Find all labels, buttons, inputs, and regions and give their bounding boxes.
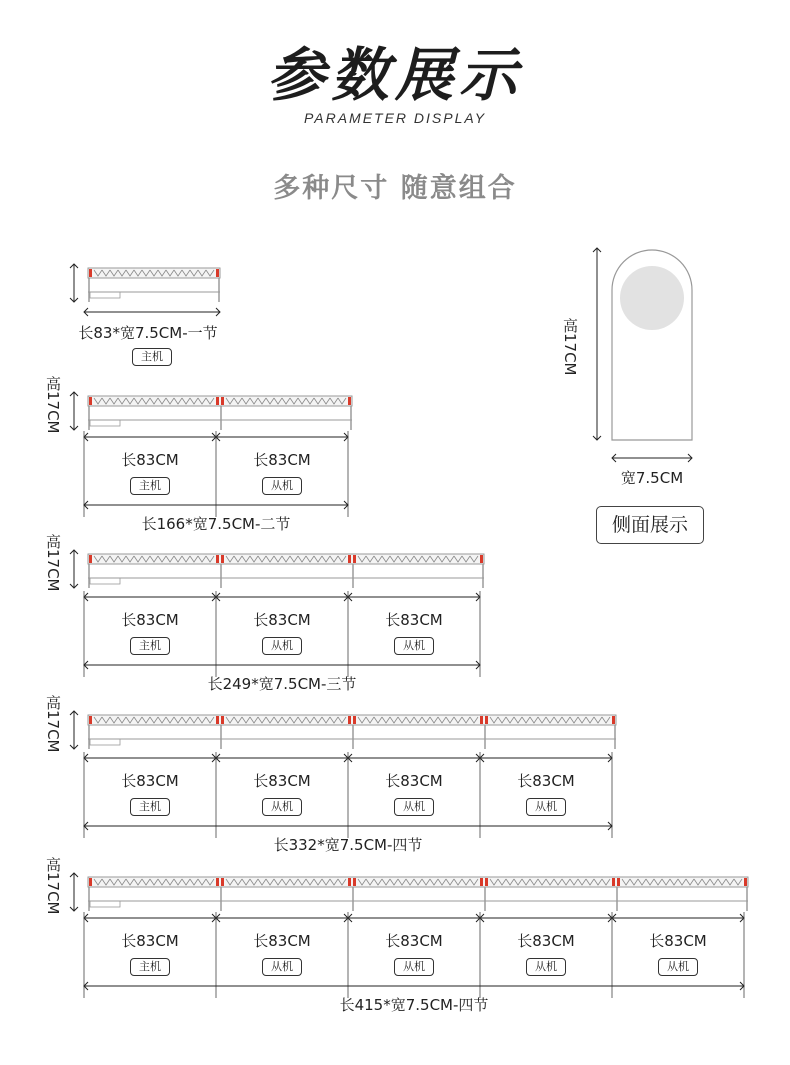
cap-left-3-0 bbox=[89, 716, 92, 724]
cap-right-1-0 bbox=[216, 397, 219, 405]
cap-left-3-3 bbox=[485, 716, 488, 724]
cap-right-0-0 bbox=[216, 269, 219, 277]
segment-label-4-4: 长83CM bbox=[649, 932, 707, 950]
height-label-3: 高17CM bbox=[44, 695, 62, 753]
sub-tag-3-3: 从机 bbox=[526, 798, 566, 816]
cap-right-2-2 bbox=[480, 555, 483, 563]
segment-label-4-1: 长83CM bbox=[253, 932, 311, 950]
cap-right-4-4 bbox=[744, 878, 747, 886]
cap-right-4-3 bbox=[612, 878, 615, 886]
segment-label-3-1: 长83CM bbox=[253, 772, 311, 790]
segment-label-3-0: 长83CM bbox=[121, 772, 179, 790]
cap-left-2-1 bbox=[221, 555, 224, 563]
foot-4 bbox=[90, 901, 120, 907]
segment-label-3-2: 长83CM bbox=[385, 772, 443, 790]
cap-left-1-0 bbox=[89, 397, 92, 405]
foot-1 bbox=[90, 420, 120, 426]
cap-left-4-3 bbox=[485, 878, 488, 886]
cap-right-3-1 bbox=[348, 716, 351, 724]
cap-left-2-0 bbox=[89, 555, 92, 563]
cap-right-2-0 bbox=[216, 555, 219, 563]
sub-tag-2-1: 从机 bbox=[262, 637, 302, 655]
segment-label-2-1: 长83CM bbox=[253, 611, 311, 629]
sub-tag-4-4: 从机 bbox=[658, 958, 698, 976]
cap-left-3-1 bbox=[221, 716, 224, 724]
cap-left-4-1 bbox=[221, 878, 224, 886]
segment-label-2-0: 长83CM bbox=[121, 611, 179, 629]
side-view-button[interactable]: 侧面展示 bbox=[596, 506, 704, 544]
cap-right-3-2 bbox=[480, 716, 483, 724]
side-height-label: 高17CM bbox=[561, 318, 579, 376]
segment-label-4-0: 长83CM bbox=[121, 932, 179, 950]
cap-left-3-2 bbox=[353, 716, 356, 724]
total-label-0: 长83*宽7.5CM-一节 bbox=[78, 324, 218, 342]
main-tag-4-0: 主机 bbox=[130, 958, 170, 976]
foot-3 bbox=[90, 739, 120, 745]
cap-right-3-3 bbox=[612, 716, 615, 724]
page-subtitle: PARAMETER DISPLAY bbox=[303, 110, 487, 126]
cap-left-4-4 bbox=[617, 878, 620, 886]
cap-left-4-0 bbox=[89, 878, 92, 886]
cap-right-2-1 bbox=[348, 555, 351, 563]
total-label-2: 长249*宽7.5CM-三节 bbox=[207, 675, 357, 693]
sub-tag-1-1: 从机 bbox=[262, 477, 302, 495]
side-width-label: 宽7.5CM bbox=[620, 469, 684, 487]
cap-right-1-1 bbox=[348, 397, 351, 405]
main-tag-0: 主机 bbox=[132, 348, 172, 366]
side-circle bbox=[620, 266, 684, 330]
rail-top-3 bbox=[88, 715, 616, 725]
height-label-4: 高17CM bbox=[44, 857, 62, 915]
foot-2 bbox=[90, 578, 120, 584]
cap-left-0-0 bbox=[89, 269, 92, 277]
main-tag-2-0: 主机 bbox=[130, 637, 170, 655]
total-label-3: 长332*宽7.5CM-四节 bbox=[273, 836, 423, 854]
tagline: 多种尺寸 随意组合 bbox=[273, 173, 517, 204]
cap-right-3-0 bbox=[216, 716, 219, 724]
main-tag-1-0: 主机 bbox=[130, 477, 170, 495]
cap-right-4-2 bbox=[480, 878, 483, 886]
page-title: 参数展示 bbox=[266, 41, 523, 109]
segment-label-1-0: 长83CM bbox=[121, 451, 179, 469]
main-tag-3-0: 主机 bbox=[130, 798, 170, 816]
height-label-2: 高17CM bbox=[44, 534, 62, 592]
segment-label-4-2: 长83CM bbox=[385, 932, 443, 950]
sub-tag-4-3: 从机 bbox=[526, 958, 566, 976]
segment-label-1-1: 长83CM bbox=[253, 451, 311, 469]
sub-tag-4-1: 从机 bbox=[262, 958, 302, 976]
height-label-1: 高17CM bbox=[44, 376, 62, 434]
cap-left-1-1 bbox=[221, 397, 224, 405]
sub-tag-2-2: 从机 bbox=[394, 637, 434, 655]
foot-0 bbox=[90, 292, 120, 298]
segment-label-2-2: 长83CM bbox=[385, 611, 443, 629]
cap-left-4-2 bbox=[353, 878, 356, 886]
segment-label-4-3: 长83CM bbox=[517, 932, 575, 950]
total-label-1: 长166*宽7.5CM-二节 bbox=[141, 515, 291, 533]
segment-label-3-3: 长83CM bbox=[517, 772, 575, 790]
cap-left-2-2 bbox=[353, 555, 356, 563]
sub-tag-3-2: 从机 bbox=[394, 798, 434, 816]
sub-tag-3-1: 从机 bbox=[262, 798, 302, 816]
total-label-4: 长415*宽7.5CM-四节 bbox=[339, 996, 489, 1014]
sub-tag-4-2: 从机 bbox=[394, 958, 434, 976]
cap-right-4-0 bbox=[216, 878, 219, 886]
cap-right-4-1 bbox=[348, 878, 351, 886]
